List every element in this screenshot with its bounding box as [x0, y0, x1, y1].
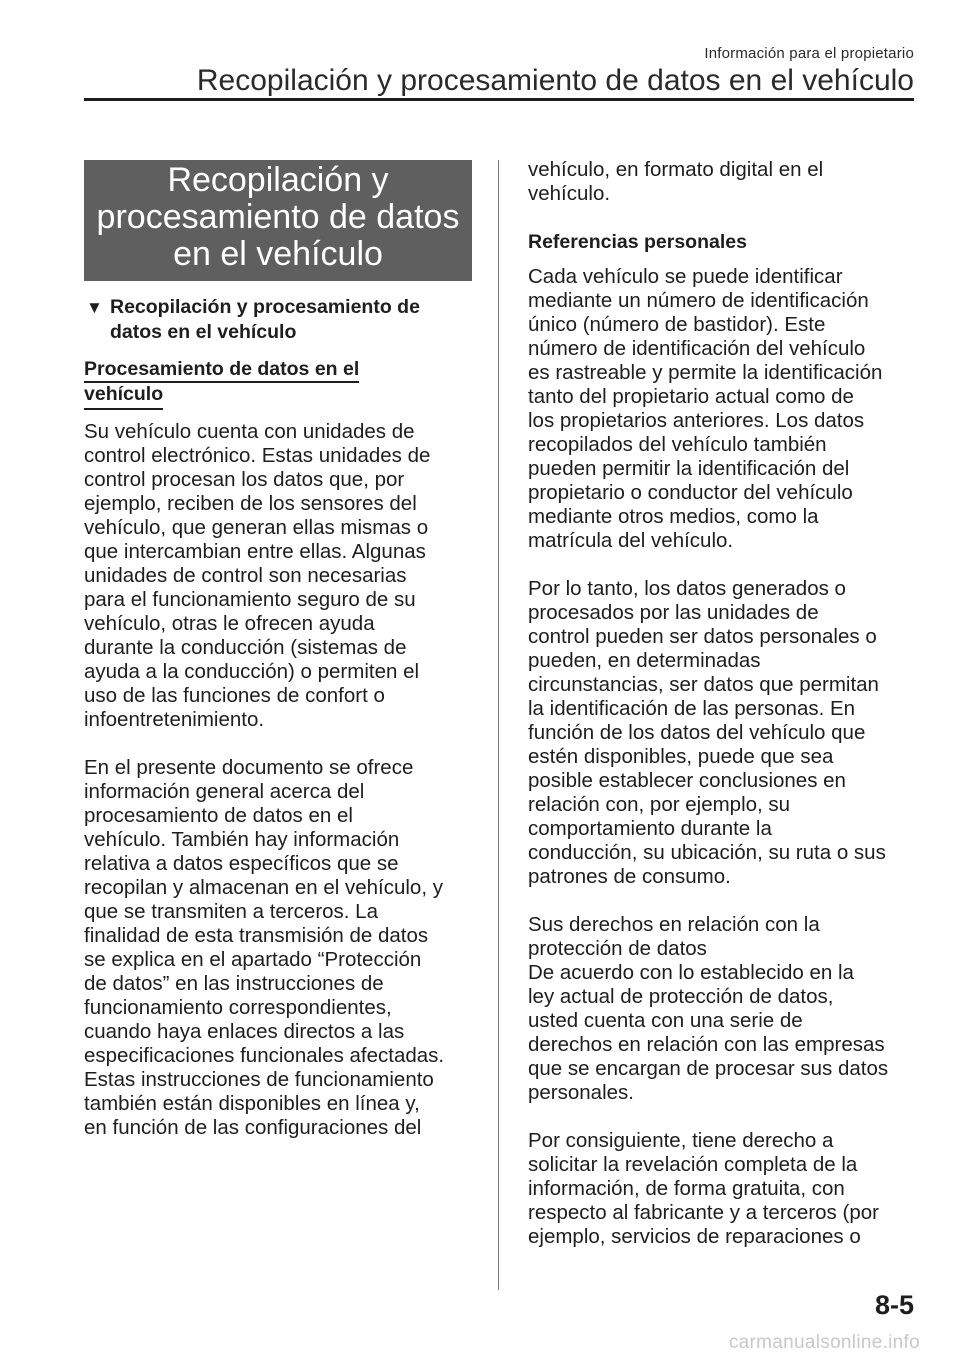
- paragraph-line: función de los datos del vehículo que: [528, 721, 866, 744]
- paragraph-line: En el presente documento se ofrece: [84, 756, 414, 779]
- paragraph-line: derechos en relación con las empresas: [528, 1033, 885, 1056]
- paragraph-line: recopilados del vehículo también: [528, 433, 827, 456]
- subsection-heading-line: Recopilación y procesamiento de: [110, 296, 420, 318]
- paragraph: [528, 158, 918, 206]
- paragraph-line: que intercambian entre ellas. Algunas: [84, 540, 426, 563]
- paragraph-line: patrones de consumo.: [528, 865, 731, 888]
- paragraph-line: también están disponibles en línea y,: [84, 1092, 420, 1115]
- paragraph-line: número de identificación del vehículo: [528, 337, 866, 360]
- paragraph-line: mediante otros medios, como la: [528, 505, 819, 528]
- paragraph-line: procesados por las unidades de: [528, 601, 819, 624]
- subsection-heading-line: datos en el vehículo: [110, 321, 297, 343]
- paragraph-line: es rastreable y permite la identificación: [528, 361, 883, 384]
- underlined-heading-line: vehículo: [84, 382, 163, 410]
- paragraph: [84, 756, 472, 1140]
- paragraph-line: ejemplo, reciben de los sensores del: [84, 492, 417, 515]
- column-divider: [498, 160, 499, 1290]
- paragraph-line: vehículo, otras le ofrecen ayuda: [84, 612, 375, 635]
- paragraph-line: Estas instrucciones de funcionamiento: [84, 1068, 434, 1091]
- paragraph-line: Cada vehículo se puede identificar: [528, 265, 843, 288]
- paragraph: [528, 265, 918, 553]
- bold-subheading: Referencias personales: [528, 231, 747, 253]
- paragraph-line: comportamiento durante la: [528, 817, 772, 840]
- section-title-line: procesamiento de datos: [96, 198, 460, 236]
- paragraph-line: Por lo tanto, los datos generados o: [528, 577, 846, 600]
- underlined-heading: [84, 357, 472, 410]
- paragraph-line: vehículo, que generan ellas mismas o: [84, 516, 429, 539]
- section-title-line: en el vehículo: [173, 235, 383, 273]
- paragraph-line: conducción, su ubicación, su ruta o sus: [528, 841, 886, 864]
- paragraph-line: se explica en el apartado “Protección: [84, 948, 422, 971]
- paragraph-line: Sus derechos en relación con la: [528, 913, 820, 936]
- paragraph-line: Su vehículo cuenta con unidades de: [84, 420, 415, 443]
- paragraph-line: unidades de control son necesarias: [84, 564, 407, 587]
- paragraph-line: pueden permitir la identificación del: [528, 457, 850, 480]
- paragraph-line: recopilan y almacenan en el vehículo, y: [84, 876, 443, 899]
- paragraph: [528, 1129, 918, 1249]
- paragraph-line: propietario o conductor del vehículo: [528, 481, 853, 504]
- paragraph-line: ayuda a la conducción) o permiten el: [84, 660, 420, 683]
- paragraph-line: vehículo.: [528, 182, 611, 205]
- section-title-line: Recopilación y: [167, 161, 389, 199]
- triangle-marker-icon: ▼: [86, 298, 103, 317]
- paragraph-line: circunstancias, ser datos que permitan: [528, 673, 879, 696]
- paragraph-line: para el funcionamiento seguro de su: [84, 588, 416, 611]
- paragraph-line: ejemplo, servicios de reparaciones o: [528, 1225, 861, 1248]
- header-section-label: Información para el propietario: [704, 45, 914, 62]
- paragraph-line: que se transmiten a terceros. La: [84, 900, 378, 923]
- underlined-heading-line: Procesamiento de datos en el: [84, 358, 359, 383]
- paragraph-line: relativa a datos específicos que se: [84, 852, 399, 875]
- paragraph-line: cuando haya enlaces directos a las: [84, 1020, 405, 1043]
- paragraph-line: único (número de bastidor). Este: [528, 313, 826, 336]
- header-title: Recopilación y procesamiento de datos en el vehículo: [196, 64, 914, 97]
- paragraph-line: ley actual de protección de datos,: [528, 985, 834, 1008]
- paragraph-line: especificaciones funcionales afectadas.: [84, 1044, 445, 1067]
- paragraph-line: infoentretenimiento.: [84, 708, 265, 731]
- page-number: 8-5: [874, 1290, 914, 1320]
- paragraph-line: vehículo, en formato digital en el: [528, 158, 824, 181]
- paragraph-line: durante la conducción (sistemas de: [84, 636, 407, 659]
- paragraph-line: tanto del propietario actual como de: [528, 385, 854, 408]
- paragraph: [84, 420, 472, 732]
- paragraph-line: información general acerca del: [84, 780, 365, 803]
- paragraph-line: posible establecer conclusiones en: [528, 769, 846, 792]
- paragraph-line: De acuerdo con lo establecido en la: [528, 961, 854, 984]
- paragraph-line: estén disponibles, puede que sea: [528, 745, 834, 768]
- section-title-box: [84, 160, 472, 281]
- paragraph-line: control electrónico. Estas unidades de: [84, 444, 431, 467]
- paragraph-line: procesamiento de datos en el: [84, 804, 353, 827]
- paragraph: [528, 913, 918, 1105]
- paragraph-line: finalidad de esta transmisión de datos: [84, 924, 429, 947]
- paragraph-line: la identificación de las personas. En: [528, 697, 856, 720]
- paragraph-line: información, de forma gratuita, con: [528, 1177, 845, 1200]
- paragraph-line: personales.: [528, 1081, 634, 1104]
- paragraph: [528, 577, 918, 889]
- paragraph-line: que se encargan de procesar sus datos: [528, 1057, 889, 1080]
- paragraph-line: Por consiguiente, tiene derecho a: [528, 1129, 834, 1152]
- paragraph-line: en función de las configuraciones del: [84, 1116, 422, 1139]
- paragraph-line: usted cuenta con una serie de: [528, 1009, 803, 1032]
- paragraph-line: solicitar la revelación completa de la: [528, 1153, 858, 1176]
- page-header: [84, 44, 914, 102]
- paragraph-line: mediante un número de identificación: [528, 289, 869, 312]
- paragraph-line: pueden, en determinadas: [528, 649, 761, 672]
- paragraph-line: uso de las funciones de confort o: [84, 684, 385, 707]
- paragraph-line: control pueden ser datos personales o: [528, 625, 877, 648]
- paragraph-line: vehículo. También hay información: [84, 828, 400, 851]
- paragraph-line: matrícula del vehículo.: [528, 529, 734, 552]
- subsection-heading: [84, 295, 472, 345]
- paragraph-line: protección de datos: [528, 937, 707, 960]
- left-column: [84, 160, 472, 1140]
- paragraph-line: relación con, por ejemplo, su: [528, 793, 791, 816]
- right-column: [528, 158, 918, 1249]
- paragraph-line: respecto al fabricante y a terceros (por: [528, 1201, 879, 1224]
- paragraph-line: control procesan los datos que, por: [84, 468, 405, 491]
- header-rule: [84, 98, 914, 101]
- paragraph-line: los propietarios anteriores. Los datos: [528, 409, 865, 432]
- watermark: carmanualsonline.info: [728, 1332, 920, 1353]
- paragraph-line: funcionamiento correspondientes,: [84, 996, 392, 1019]
- paragraph-line: de datos” en las instrucciones de: [84, 972, 384, 995]
